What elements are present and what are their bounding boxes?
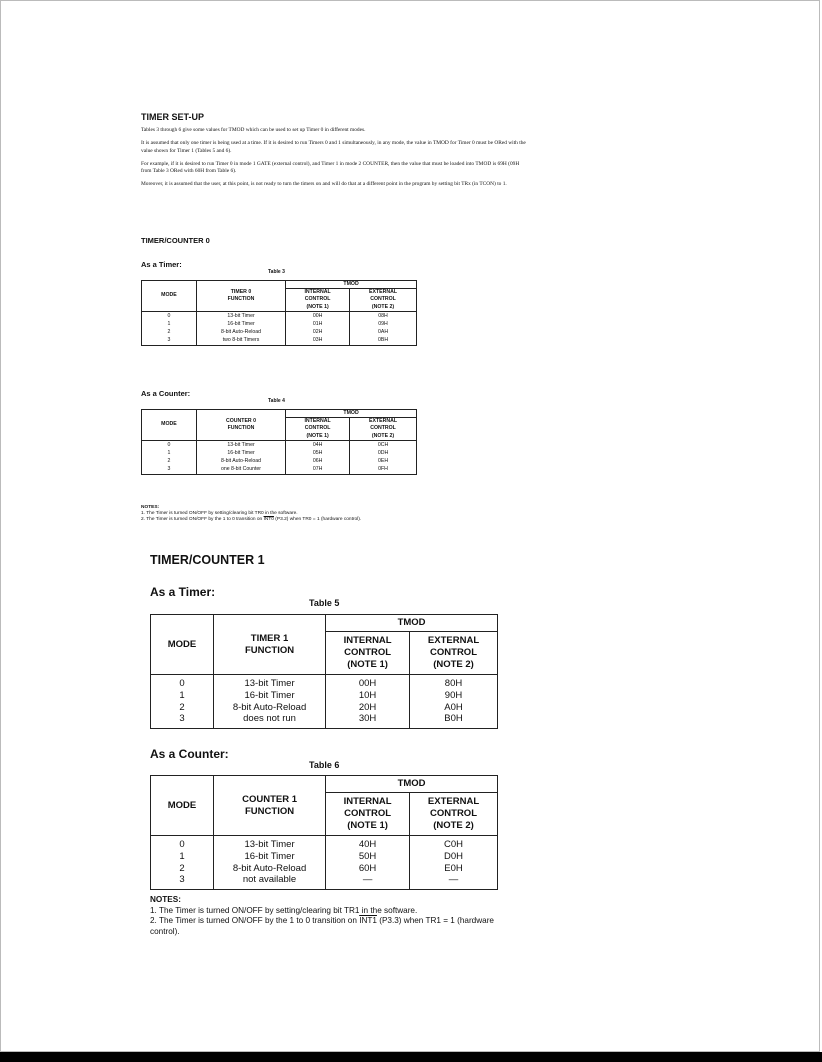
table-cell: 8-bit Auto-Reload bbox=[232, 862, 307, 874]
table5-external-line2: CONTROL bbox=[430, 647, 477, 658]
table-cell: 40H bbox=[358, 839, 377, 850]
table5-internal-header bbox=[326, 632, 410, 675]
tc0-heading: TIMER/COUNTER 0 bbox=[141, 236, 210, 245]
tc0-note-2-post: (P3.2) when TR0 = 1 (hardware control). bbox=[273, 517, 362, 522]
table3-function-header-line2: FUNCTION bbox=[227, 295, 255, 302]
table5 bbox=[150, 614, 498, 729]
table3-caption: Table 3 bbox=[268, 269, 285, 275]
table-cell: 16-bit Timer bbox=[227, 449, 255, 456]
table6-function-header-line2: FUNCTION bbox=[245, 805, 295, 817]
table3-function-header bbox=[196, 281, 285, 312]
bottom-bar bbox=[0, 1052, 822, 1062]
table-cell: 0AH bbox=[377, 328, 389, 335]
tc1-heading: TIMER/COUNTER 1 bbox=[150, 553, 265, 567]
table-cell: 0 bbox=[167, 312, 171, 319]
table-cell: 0FH bbox=[378, 465, 388, 472]
tc1-counter-heading: As a Counter: bbox=[150, 747, 229, 761]
table6-internal-column bbox=[326, 836, 410, 890]
table-cell: 3 bbox=[167, 336, 171, 343]
table6-caption: Table 6 bbox=[309, 760, 340, 770]
table4-tmod-header: TMOD bbox=[286, 410, 417, 418]
table5-external-line3: (NOTE 2) bbox=[433, 659, 474, 670]
table5-internal-line2: CONTROL bbox=[344, 647, 392, 658]
table-cell: 09H bbox=[378, 320, 388, 327]
tc0-notes bbox=[141, 505, 441, 523]
table5-external-header bbox=[410, 632, 498, 675]
table-cell: B0H bbox=[444, 713, 463, 725]
table4-external-line2: CONTROL bbox=[370, 425, 396, 432]
table4 bbox=[141, 409, 417, 475]
table-cell: 0 bbox=[167, 441, 171, 448]
table6-internal-line2: CONTROL bbox=[344, 808, 392, 819]
tc1-note-2 bbox=[150, 916, 510, 937]
table-cell: 3 bbox=[179, 713, 185, 725]
table6-external-header bbox=[410, 793, 498, 836]
table4-mode-header: MODE bbox=[142, 410, 197, 441]
table3-external-line3: (NOTE 2) bbox=[371, 303, 395, 310]
table5-external-column bbox=[410, 675, 498, 729]
table3 bbox=[141, 280, 417, 346]
table-cell: 8-bit Auto-Reload bbox=[232, 701, 307, 713]
table-cell: two 8-bit Timers bbox=[222, 336, 260, 343]
table4-function-header bbox=[196, 410, 285, 441]
table-cell: 0EH bbox=[377, 457, 389, 464]
setup-paragraph-4: Moreover, it is assumed that the user, at this point, is not ready to turn the timers on and will do that at a different point in the program by setting bit TRx (in TCON) to 1. bbox=[141, 181, 507, 188]
table3-mode-column bbox=[142, 311, 197, 346]
table-cell: 0DH bbox=[377, 449, 389, 456]
table-cell: 1 bbox=[167, 320, 171, 327]
setup-paragraph-3: For example, if it is desired to run Timer 0 in mode 1 GATE (external control), and Timer 1 in mode 2 COUNTER, then the value that must be loaded into TMOD is 69H (09H from Table 3 ORed with 60H from Table 6). bbox=[141, 160, 520, 175]
table4-function-column bbox=[196, 440, 285, 475]
table4-internal-column bbox=[286, 440, 350, 475]
tc0-counter-heading: As a Counter: bbox=[141, 389, 191, 398]
table3-internal-line3: (NOTE 1) bbox=[306, 303, 329, 310]
table-cell: 3 bbox=[179, 874, 185, 886]
table-cell: E0H bbox=[444, 862, 463, 874]
table-cell: 02H bbox=[312, 328, 323, 335]
table-cell: 07H bbox=[312, 465, 323, 472]
tc0-notes-title: NOTES: bbox=[141, 505, 160, 510]
table-cell: 0BH bbox=[377, 336, 389, 343]
table-cell: 1 bbox=[179, 689, 185, 701]
tc1-note-2-pre: 2. The Timer is turned ON/OFF by the 1 to 0 transition on bbox=[150, 916, 360, 926]
table-cell: 00H bbox=[312, 312, 323, 319]
table5-function-header bbox=[213, 615, 325, 675]
table5-internal-line3: (NOTE 1) bbox=[347, 659, 388, 670]
table3-tmod-header: TMOD bbox=[286, 281, 417, 289]
table4-internal-header bbox=[286, 418, 350, 441]
tc1-notes bbox=[150, 895, 510, 937]
table4-caption: Table 4 bbox=[268, 398, 285, 404]
table5-mode-header: MODE bbox=[151, 615, 214, 675]
table-cell: 2 bbox=[179, 862, 185, 874]
table6-mode-header: MODE bbox=[151, 776, 214, 836]
table-cell: 13-bit Timer bbox=[244, 678, 295, 689]
table6-external-column bbox=[410, 836, 498, 890]
table-cell: 04H bbox=[312, 441, 323, 448]
table6-function-header-line1: COUNTER 1 bbox=[242, 793, 297, 805]
table4-internal-line2: CONTROL bbox=[304, 425, 331, 432]
setup-paragraph-1: Tables 3 through 6 give some values for TMOD which can be used to set up Timer 0 in different modes. bbox=[141, 127, 366, 133]
table3-function-header-line1: TIMER 0 bbox=[230, 288, 252, 295]
table3-external-header bbox=[350, 289, 417, 312]
table4-mode-column bbox=[142, 440, 197, 475]
table-cell: D0H bbox=[444, 850, 464, 862]
table3-internal-column bbox=[286, 311, 350, 346]
table-cell: 2 bbox=[179, 701, 185, 713]
table3-mode-header: MODE bbox=[142, 281, 197, 312]
table6-external-line3: (NOTE 2) bbox=[433, 820, 474, 831]
table-cell: 8-bit Auto-Reload bbox=[220, 328, 262, 335]
table4-external-column bbox=[350, 440, 417, 475]
table5-function-header-line2: FUNCTION bbox=[245, 644, 295, 656]
table5-internal-column bbox=[326, 675, 410, 729]
table-cell: 08H bbox=[378, 312, 388, 319]
table-cell: 90H bbox=[444, 689, 463, 701]
table-cell: 10H bbox=[358, 689, 377, 701]
table-cell: 13-bit Timer bbox=[244, 839, 295, 850]
table-cell: not available bbox=[242, 874, 297, 886]
table-cell: 05H bbox=[312, 449, 323, 456]
setup-title: TIMER SET-UP bbox=[141, 112, 205, 122]
tc1-note-1: 1. The Timer is turned ON/OFF by setting/clearing bit TR1 in the software. bbox=[150, 905, 418, 915]
tc0-note-2-pre: 2. The Timer is turned ON/OFF by the 1 to 0 transition on bbox=[141, 517, 264, 522]
table5-function-header-line1: TIMER 1 bbox=[250, 632, 289, 644]
table6-function-header bbox=[213, 776, 325, 836]
table-cell: 60H bbox=[358, 862, 377, 874]
table-cell: 2 bbox=[167, 457, 171, 464]
table6-mode-column bbox=[151, 836, 214, 890]
table3-internal-line1: INTERNAL bbox=[304, 289, 331, 296]
tc1-notes-title: NOTES: bbox=[150, 895, 181, 904]
tc0-timer-heading: As a Timer: bbox=[141, 260, 182, 269]
table4-function-header-line1: COUNTER 0 bbox=[226, 417, 256, 424]
table-cell: 1 bbox=[179, 850, 185, 862]
table-cell: 16-bit Timer bbox=[244, 689, 295, 701]
table4-external-header bbox=[350, 418, 417, 441]
tc0-note-2-pin: INT0 bbox=[263, 517, 274, 522]
table-cell: — bbox=[448, 874, 459, 886]
table5-caption: Table 5 bbox=[309, 598, 340, 608]
table6-internal-line3: (NOTE 1) bbox=[347, 820, 388, 831]
tc0-note-1: 1. The Timer is turned ON/OFF by setting/clearing bit TR0 in the software. bbox=[141, 511, 298, 516]
table4-function-header-line2: FUNCTION bbox=[227, 424, 255, 431]
table-cell: one 8-bit Counter bbox=[220, 465, 262, 472]
setup-paragraph-2: It is assumed that only one timer is being used at a time. If it is desired to run Timers 0 and 1 simultaneously, in any mode, the value in TMOD for Timer 0 must be ORed with the value shown for Timer 1 (Tables 5 and 6). bbox=[141, 140, 526, 154]
table6 bbox=[150, 775, 498, 890]
tc1-note-2-post: (P3.3) when TR1 = 1 (hardware control). bbox=[150, 916, 494, 936]
table6-internal-line1: INTERNAL bbox=[343, 796, 392, 807]
table-cell: 0 bbox=[179, 678, 185, 689]
table-cell: 0 bbox=[179, 839, 185, 850]
table-cell: 16-bit Timer bbox=[244, 850, 295, 862]
table5-function-column bbox=[213, 675, 325, 729]
table6-tmod-header: TMOD bbox=[326, 776, 498, 793]
table5-internal-line1: INTERNAL bbox=[343, 635, 392, 646]
table4-internal-line1: INTERNAL bbox=[304, 418, 331, 425]
table-cell: C0H bbox=[444, 839, 464, 850]
table-cell: 01H bbox=[312, 320, 323, 327]
table4-external-line3: (NOTE 2) bbox=[371, 432, 395, 439]
table5-tmod-header: TMOD bbox=[326, 615, 498, 632]
table4-internal-line3: (NOTE 1) bbox=[306, 432, 329, 439]
table-cell: 30H bbox=[358, 713, 377, 725]
table-cell: 20H bbox=[358, 701, 377, 713]
table-cell: 16-bit Timer bbox=[227, 320, 255, 327]
table-cell: does not run bbox=[243, 713, 296, 725]
table-cell: 00H bbox=[358, 678, 377, 689]
table3-external-line2: CONTROL bbox=[370, 296, 396, 303]
table-cell: 50H bbox=[358, 850, 377, 862]
table4-external-line1: EXTERNAL bbox=[369, 418, 398, 425]
table-cell: A0H bbox=[444, 701, 463, 713]
table-cell: 3 bbox=[167, 465, 171, 472]
table6-external-line1: EXTERNAL bbox=[427, 796, 480, 807]
table3-external-column bbox=[350, 311, 417, 346]
table-cell: 06H bbox=[312, 457, 323, 464]
setup-section bbox=[141, 112, 526, 195]
table3-external-line1: EXTERNAL bbox=[369, 289, 398, 296]
table5-external-line1: EXTERNAL bbox=[427, 635, 480, 646]
table3-internal-line2: CONTROL bbox=[304, 296, 331, 303]
table6-internal-header bbox=[326, 793, 410, 836]
table6-function-column bbox=[213, 836, 325, 890]
table-cell: 13-bit Timer bbox=[227, 312, 255, 319]
table-cell: 2 bbox=[167, 328, 171, 335]
table3-internal-header bbox=[286, 289, 350, 312]
table6-external-line2: CONTROL bbox=[430, 808, 477, 819]
table-cell: — bbox=[362, 874, 373, 886]
table-cell: 0CH bbox=[377, 441, 389, 448]
table-cell: 1 bbox=[167, 449, 171, 456]
tc1-note-2-pin: INT1 bbox=[359, 916, 377, 926]
table-cell: 13-bit Timer bbox=[227, 441, 255, 448]
table5-mode-column bbox=[151, 675, 214, 729]
table-cell: 8-bit Auto-Reload bbox=[220, 457, 262, 464]
table3-function-column bbox=[196, 311, 285, 346]
table-cell: 03H bbox=[312, 336, 323, 343]
tc0-note-2 bbox=[141, 517, 441, 523]
tc1-timer-heading: As a Timer: bbox=[150, 585, 216, 599]
table-cell: 80H bbox=[444, 678, 463, 689]
